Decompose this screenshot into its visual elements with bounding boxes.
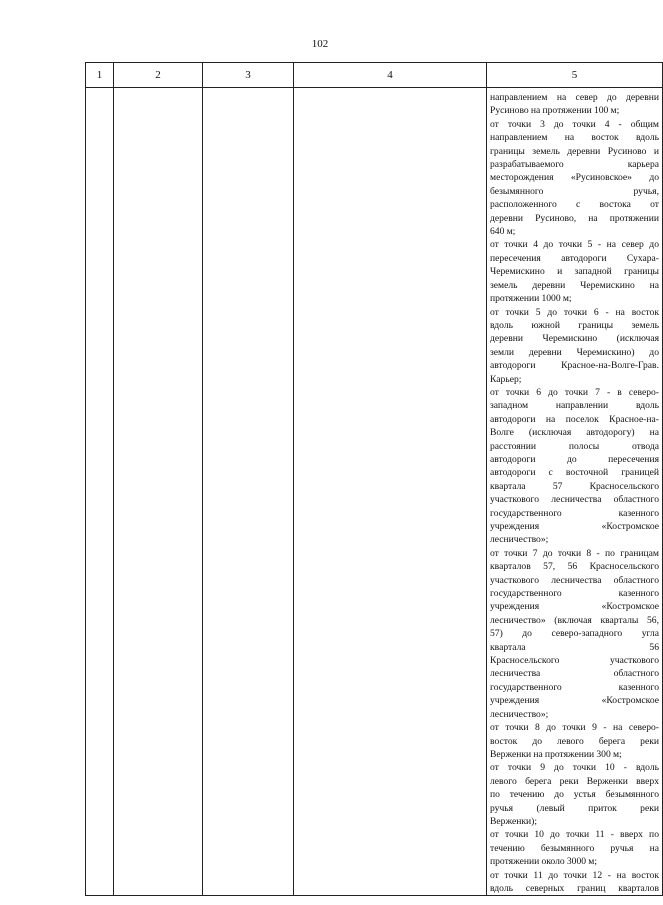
boundary-text-line: безымянного ручья, [490,185,659,197]
boundary-text-line: направлением на восток вдоль [490,132,659,144]
boundary-text-line: государственного казенного [490,588,659,600]
boundary-text-line: лесничество»; [490,534,549,546]
boundary-text-line: автодороги на поселок Красное-на- [490,413,659,425]
boundary-text-line: участкового лесничества областного [490,494,659,506]
boundary-text-line: от точки 3 до точки 4 - общим [490,118,659,130]
boundary-text-line: протяжении 1000 м; [490,293,572,305]
boundary-text-lines [490,91,659,895]
boundary-text-line: ручья (левый приток реки [490,802,659,814]
boundary-text-line: земель деревни Черемискино на [490,279,659,291]
boundary-text-line: от точки 10 до точки 11 - вверх по [490,829,659,841]
boundary-text-line: учреждения «Костромское [490,601,659,613]
boundary-text-line: учреждения «Костромское [490,521,659,532]
boundary-text-line: от точки 7 до точки 8 - по границам [490,547,659,559]
boundary-text-line: границы земель деревни Русиново и [490,145,659,157]
boundary-text-line: восток до левого берега реки [490,735,659,747]
table-row [86,88,663,896]
boundary-text-line: разрабатываемого карьера [490,159,659,171]
boundary-text-line: квартала 56 [490,641,659,653]
cell-column-1 [86,88,114,896]
boundary-text-line: от точки 9 до точки 10 - вдоль [490,762,659,774]
boundary-text-line: автодороги Красное-на-Волге-Грав. [490,360,659,372]
boundary-text-line: земли деревни Черемискино) до [490,346,659,358]
boundary-text-line: левого берега реки Верженки вверх [490,775,659,787]
column-header-4: 4 [294,63,487,88]
boundary-text-line: Черемискино и западной границы [490,266,659,278]
boundary-text-line: кварталов 57, 56 Красносельского [490,561,659,573]
boundary-text-line: лесничество» (включая кварталы 56, [490,614,659,626]
boundary-text-line: расстоянии полосы отвода [490,440,659,452]
boundary-description-table [85,62,663,896]
boundary-text-line: от точки 4 до точки 5 - на север до [490,239,659,251]
boundary-text-line: деревни Черемискино (исключая [490,333,659,345]
cell-column-2 [114,88,203,896]
boundary-text-line: течению безымянного ручья на [490,842,659,854]
boundary-text-line: от точки 8 до точки 9 - на северо- [490,722,659,734]
boundary-text-line: государственного казенного [490,681,659,693]
boundary-text-line: лесничества областного [490,668,659,680]
column-header-1: 1 [86,63,114,88]
boundary-text-line: расположенного с востока от [490,199,659,211]
boundary-text-line: 57) до северо-западного угла [490,628,659,640]
boundary-text-line: деревни Русиново, на протяжении [490,212,659,224]
boundary-text-line: вдоль южной границы земель [490,319,659,331]
boundary-text-line: учреждения «Костромское [490,695,659,707]
boundary-text-line: 640 м; [490,226,516,238]
boundary-text-line: вдоль северных границ кварталов [490,882,659,894]
boundary-text-line: западном направлении вдоль [490,400,659,412]
column-header-5: 5 [487,63,663,88]
boundary-text-line: лесничество»; [490,708,549,720]
table-header-row [86,63,663,88]
boundary-text-line: от точки 6 до точки 7 - в северо- [490,386,659,398]
column-header-3: 3 [203,63,294,88]
page-number: 102 [311,38,329,50]
boundary-text-line: Карьер; [490,373,522,385]
boundary-text-line: Верженки на протяжении 300 м; [490,748,622,760]
boundary-text-line: от точки 11 до точки 12 - на восток [490,869,659,881]
boundary-text-line: квартала 57 Красносельского [490,480,659,492]
boundary-text-line: государственного казенного [490,507,659,519]
boundary-text-line: автодороги до пересечения [490,453,659,465]
boundary-text-line: участкового лесничества областного [490,574,659,586]
column-header-2: 2 [114,63,203,88]
boundary-text-line: по течению до устья безымянного [490,789,659,801]
boundary-text-line: автодороги с восточной границей [490,467,659,479]
boundary-text-line: протяжении около 3000 м; [490,856,597,868]
boundary-text-line: Верженки); [490,815,538,827]
boundary-text-line: месторождения «Русиновское» до [490,172,659,184]
cell-column-5-boundary-text [487,88,663,896]
boundary-text-line: направлением на север до деревни [490,92,659,103]
boundary-text-line: Красносельского участкового [490,655,659,667]
cell-column-3 [203,88,294,896]
boundary-text-line: Волге (исключая автодорогу) на [490,427,659,439]
boundary-text-line: от точки 5 до точки 6 - на восток [490,306,659,318]
boundary-text-line: Русиново на протяжении 100 м; [490,105,620,117]
cell-column-4 [294,88,487,896]
boundary-text-line: пересечения автодороги Сухара- [490,252,659,264]
